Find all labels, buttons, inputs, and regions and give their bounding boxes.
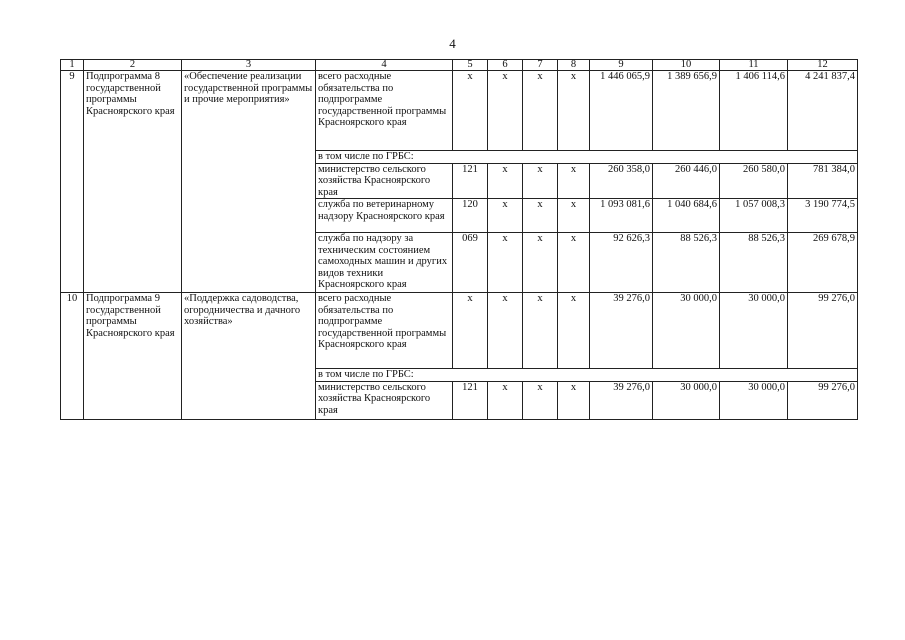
code-cell: 121 [453,163,488,199]
header-cell: 9 [590,60,653,71]
value-cell: x [523,293,558,369]
amount-cell: 39 276,0 [590,381,653,419]
value-cell: x [558,293,590,369]
value-cell: x [488,381,523,419]
header-cell: 2 [84,60,182,71]
value-cell: x [523,163,558,199]
grbs-caption: в том числе по ГРБС: [316,369,858,382]
page-number: 4 [449,36,456,51]
header-cell: 5 [453,60,488,71]
amount-cell: 92 626,3 [590,233,653,293]
subprogram-title-cell: «Поддержка садоводства, огородничества и дачного хозяйства» [182,293,316,420]
value-cell: x [523,233,558,293]
value-cell: x [558,163,590,199]
expense-label: служба по надзору за техническим состоянием самоходных машин и других видов техники Красноярского края [316,233,453,293]
amount-cell: 30 000,0 [720,381,788,419]
header-cell: 6 [488,60,523,71]
code-cell: 121 [453,381,488,419]
expense-label: всего расходные обязательства по подпрограмме государственной программы Красноярского края [316,293,453,369]
expense-label: всего расходные обязательства по подпрограмме государственной программы Красноярского края [316,71,453,151]
amount-cell: 1 406 114,6 [720,71,788,151]
amount-cell: 1 446 065,9 [590,71,653,151]
amount-cell: 88 526,3 [653,233,720,293]
amount-cell: 88 526,3 [720,233,788,293]
value-cell: x [523,199,558,233]
row-number: 9 [61,71,84,293]
amount-cell: 30 000,0 [653,293,720,369]
amount-cell: 260 446,0 [653,163,720,199]
amount-cell: 1 040 684,6 [653,199,720,233]
value-cell: x [523,381,558,419]
row-number: 10 [61,293,84,420]
value-cell: x [523,71,558,151]
amount-cell: 30 000,0 [653,381,720,419]
header-cell: 11 [720,60,788,71]
header-cell: 3 [182,60,316,71]
value-cell: x [488,293,523,369]
budget-table [60,59,858,420]
value-cell: x [558,199,590,233]
amount-cell: 1 093 081,6 [590,199,653,233]
value-cell: x [558,71,590,151]
grbs-caption: в том числе по ГРБС: [316,151,858,164]
amount-cell: 30 000,0 [720,293,788,369]
amount-cell: 269 678,9 [788,233,858,293]
code-cell: x [453,293,488,369]
expense-label: министерство сельского хозяйства Красноярского края [316,381,453,419]
value-cell: x [488,233,523,293]
value-cell: x [558,233,590,293]
amount-cell: 781 384,0 [788,163,858,199]
value-cell: x [558,381,590,419]
amount-cell: 3 190 774,5 [788,199,858,233]
amount-cell: 260 580,0 [720,163,788,199]
table-row [61,293,858,369]
table-row [61,71,858,151]
header-cell: 8 [558,60,590,71]
code-cell: 069 [453,233,488,293]
code-cell: x [453,71,488,151]
header-cell: 12 [788,60,858,71]
amount-cell: 260 358,0 [590,163,653,199]
amount-cell: 1 389 656,9 [653,71,720,151]
amount-cell: 99 276,0 [788,293,858,369]
header-cell: 7 [523,60,558,71]
expense-label: министерство сельского хозяйства Красноярского края [316,163,453,199]
subprogram-cell: Подпрограмма 9 государственной программы Красноярского края [84,293,182,420]
amount-cell: 4 241 837,4 [788,71,858,151]
amount-cell: 39 276,0 [590,293,653,369]
value-cell: x [488,71,523,151]
amount-cell: 1 057 008,3 [720,199,788,233]
value-cell: x [488,199,523,233]
expense-label: служба по ветеринарному надзору Красноярского края [316,199,453,233]
code-cell: 120 [453,199,488,233]
subprogram-title-cell: «Обеспечение реализации государственной программы и прочие мероприятия» [182,71,316,293]
amount-cell: 99 276,0 [788,381,858,419]
subprogram-cell: Подпрограмма 8 государственной программы Красноярского края [84,71,182,293]
header-cell: 4 [316,60,453,71]
table-header-row [61,60,858,71]
value-cell: x [488,163,523,199]
header-cell: 10 [653,60,720,71]
header-cell: 1 [61,60,84,71]
